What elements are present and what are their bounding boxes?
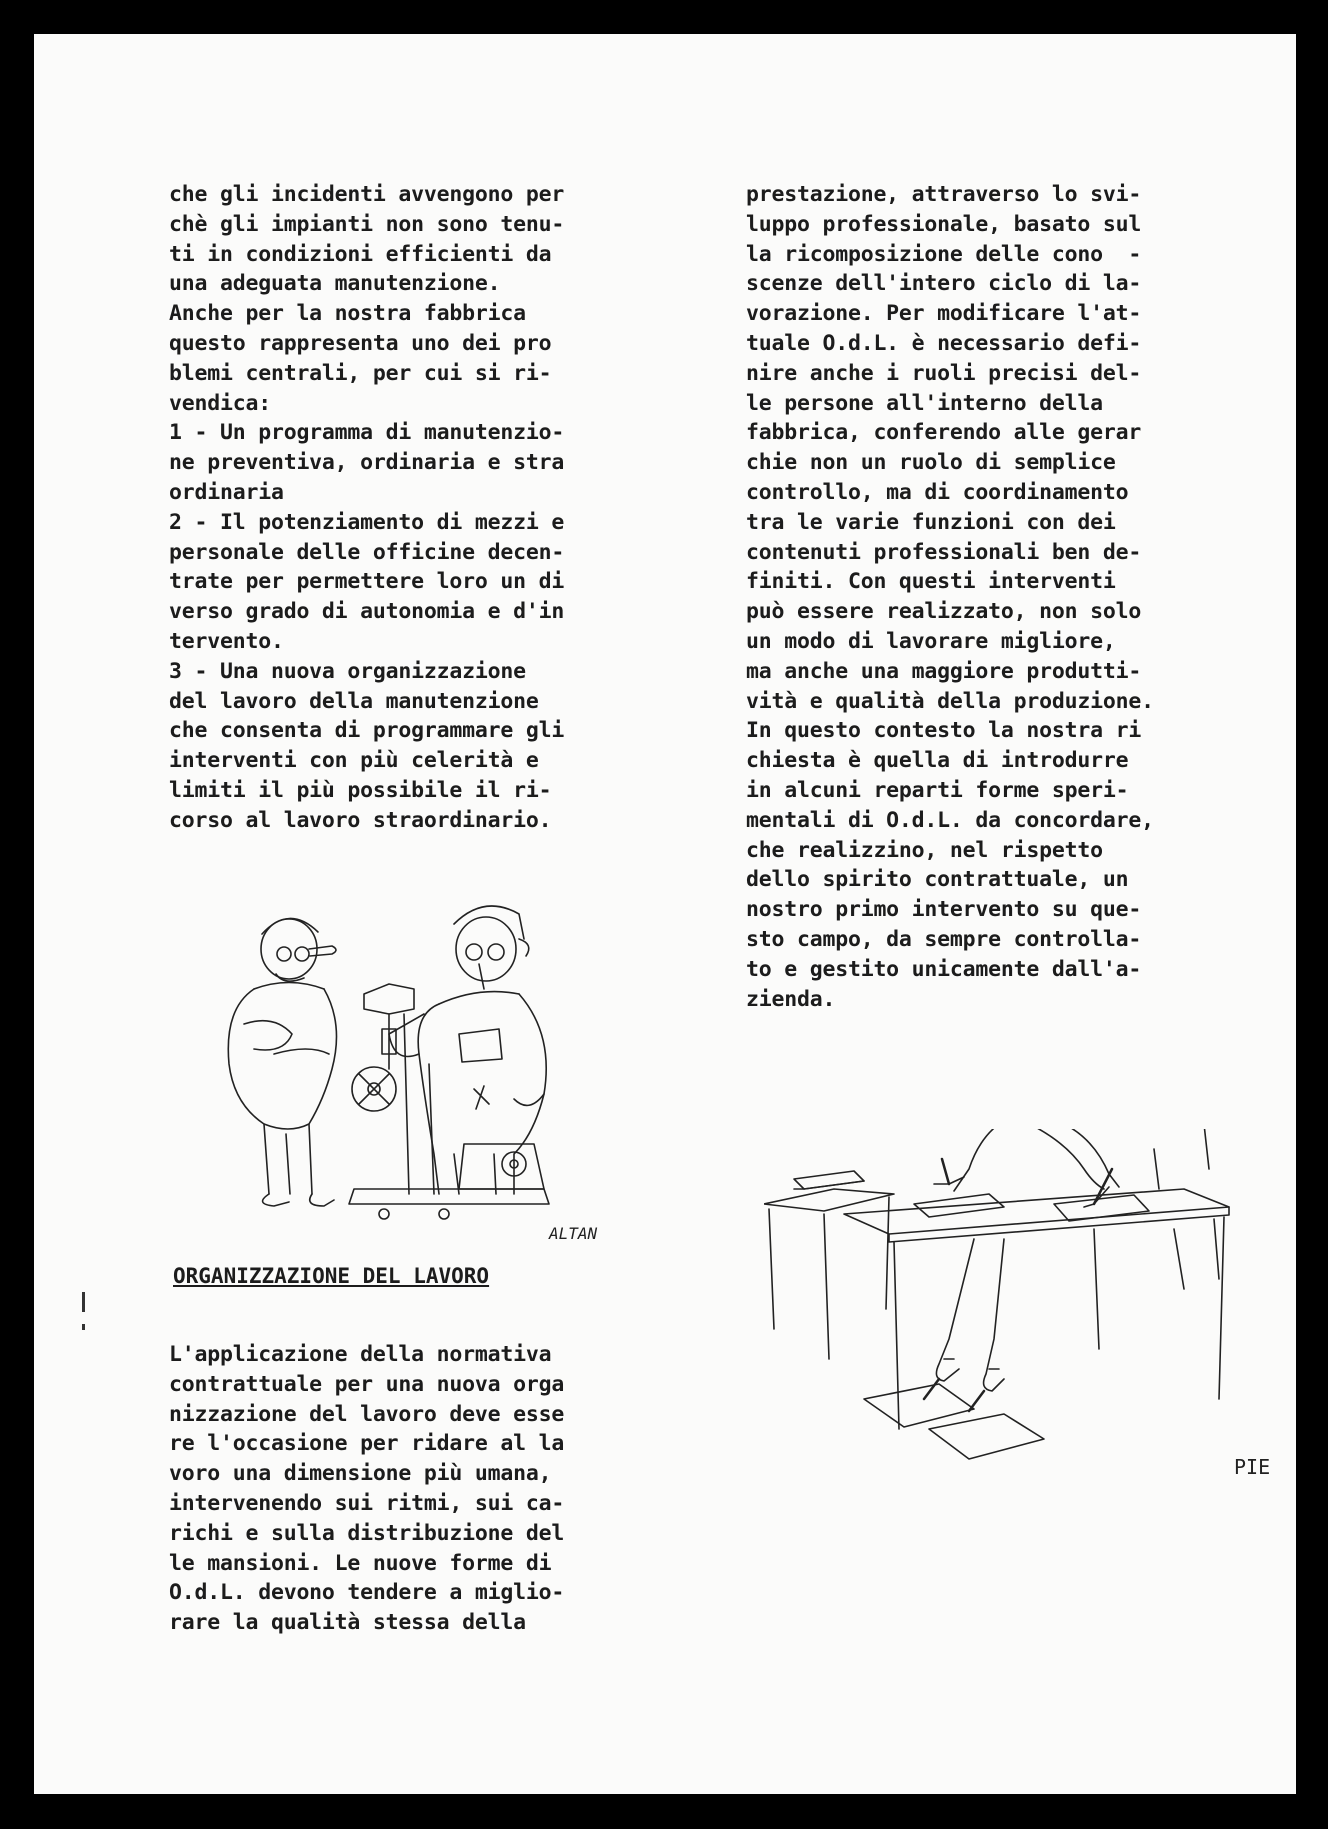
right-column-line: to e gestito unicamente dall'a- <box>746 956 1142 982</box>
left-column-line: una adeguata manutenzione. <box>169 271 501 297</box>
right-column-line: luppo professionale, basato sul <box>746 211 1142 237</box>
right-column-line: fabbrica, conferendo alle gerar <box>746 420 1142 446</box>
right-column-line: contenuti professionali ben de- <box>746 539 1142 565</box>
left-worker-figure <box>228 918 336 1206</box>
desk-cartoon-signature: PIE <box>1234 1455 1271 1479</box>
margin-mark <box>82 1292 85 1312</box>
section-body-column <box>169 1340 564 1638</box>
right-column-line: in alcuni reparti forme speri- <box>746 777 1129 803</box>
right-column-line: chie non un ruolo di semplice <box>746 450 1116 476</box>
section-body-line: intervenendo sui ritmi, sui ca- <box>169 1490 565 1516</box>
left-column-line: verso grado di autonomia e d'in <box>169 599 565 625</box>
left-column-line: ne preventiva, ordinaria e stra <box>169 450 565 476</box>
left-column-line: trate per permettere loro un di <box>169 569 565 595</box>
right-column-line: che realizzino, nel rispetto <box>746 837 1103 863</box>
workers-cartoon-signature: ALTAN <box>549 1224 598 1243</box>
left-column-line: che gli incidenti avvengono per <box>169 182 565 207</box>
right-column-line: zienda. <box>746 986 836 1012</box>
right-column-line: scenze dell'intero ciclo di la- <box>746 271 1142 297</box>
section-body-line: le mansioni. Le nuove forme di <box>169 1550 552 1576</box>
left-column-line: personale delle officine decen- <box>169 539 565 565</box>
right-column-line: le persone all'interno della <box>746 390 1103 416</box>
left-column-line: ti in condizioni efficienti da <box>169 241 552 267</box>
right-column-line: un modo di lavorare migliore, <box>746 628 1116 654</box>
section-body-line: nizzazione del lavoro deve esse <box>169 1401 565 1427</box>
left-column-line: tervento. <box>169 628 284 654</box>
right-column-line: la ricomposizione delle cono - <box>746 241 1142 267</box>
right-worker-figure <box>389 906 546 1194</box>
right-column-line: In questo contesto la nostra ri <box>746 718 1142 744</box>
document-page <box>34 34 1296 1794</box>
right-column-line: tra le varie funzioni con dei <box>746 509 1116 535</box>
section-body-line: rare la qualità stessa della <box>169 1610 526 1636</box>
right-column-line: vorazione. Per modificare l'at- <box>746 301 1142 327</box>
left-column-line: blemi centrali, per cui si ri- <box>169 360 552 386</box>
section-heading: ORGANIZZAZIONE DEL LAVORO <box>173 1264 490 1288</box>
margin-mark <box>82 1324 85 1330</box>
left-column-line: questo rappresenta uno dei pro <box>169 330 552 356</box>
right-column-line: mentali di O.d.L. da concordare, <box>746 807 1154 833</box>
left-column-line: vendica: <box>169 390 271 416</box>
right-column-line: può essere realizzato, non solo <box>746 599 1142 625</box>
section-body-line: voro una dimensione più umana, <box>169 1461 552 1487</box>
left-column-line: ordinaria <box>169 479 284 505</box>
section-body-line: O.d.L. devono tendere a miglio- <box>169 1580 565 1606</box>
right-column-line: vità e qualità della produzione. <box>746 688 1154 714</box>
left-column-line: Anche per la nostra fabbrica <box>169 301 526 327</box>
right-column-line: prestazione, attraverso lo svi- <box>746 182 1142 207</box>
right-column-line: dello spirito contrattuale, un <box>746 867 1129 893</box>
left-column-line: 2 - Il potenziamento di mezzi e <box>169 509 565 535</box>
left-column-line: corso al lavoro straordinario. <box>169 807 552 833</box>
left-text-column <box>169 180 564 836</box>
section-body-line: contrattuale per una nuova orga <box>169 1371 565 1397</box>
right-column-line: ma anche una maggiore produtti- <box>746 658 1142 684</box>
left-column-line: limiti il più possibile il ri- <box>169 777 552 803</box>
left-column-line: 3 - Una nuova organizzazione <box>169 658 526 684</box>
right-column-line: nostro primo intervento su que- <box>746 897 1142 923</box>
right-column-line: tuale O.d.L. è necessario defi- <box>746 330 1142 356</box>
section-body-line: re l'occasione per ridare al la <box>169 1431 565 1457</box>
left-column-line: che consenta di programmare gli <box>169 718 565 744</box>
right-column-line: nire anche i ruoli precisi del- <box>746 360 1142 386</box>
right-text-column <box>746 180 1154 1014</box>
right-column-line: controllo, ma di coordinamento <box>746 479 1129 505</box>
desk-cartoon-illustration <box>764 1129 1284 1539</box>
right-column-line: chiesta è quella di introdurre <box>746 748 1129 774</box>
left-column-line: chè gli impianti non sono tenu- <box>169 211 565 237</box>
drill-press-figure <box>349 984 549 1219</box>
left-column-line: del lavoro della manutenzione <box>169 688 539 714</box>
right-column-line: sto campo, da sempre controlla- <box>746 926 1142 952</box>
section-body-line: L'applicazione della normativa <box>169 1342 552 1367</box>
section-body-line: richi e sulla distribuzione del <box>169 1520 565 1546</box>
left-column-line: 1 - Un programma di manutenzio- <box>169 420 565 446</box>
left-column-line: interventi con più celerità e <box>169 748 539 774</box>
right-column-line: finiti. Con questi interventi <box>746 569 1116 595</box>
workers-cartoon-illustration <box>214 894 684 1244</box>
